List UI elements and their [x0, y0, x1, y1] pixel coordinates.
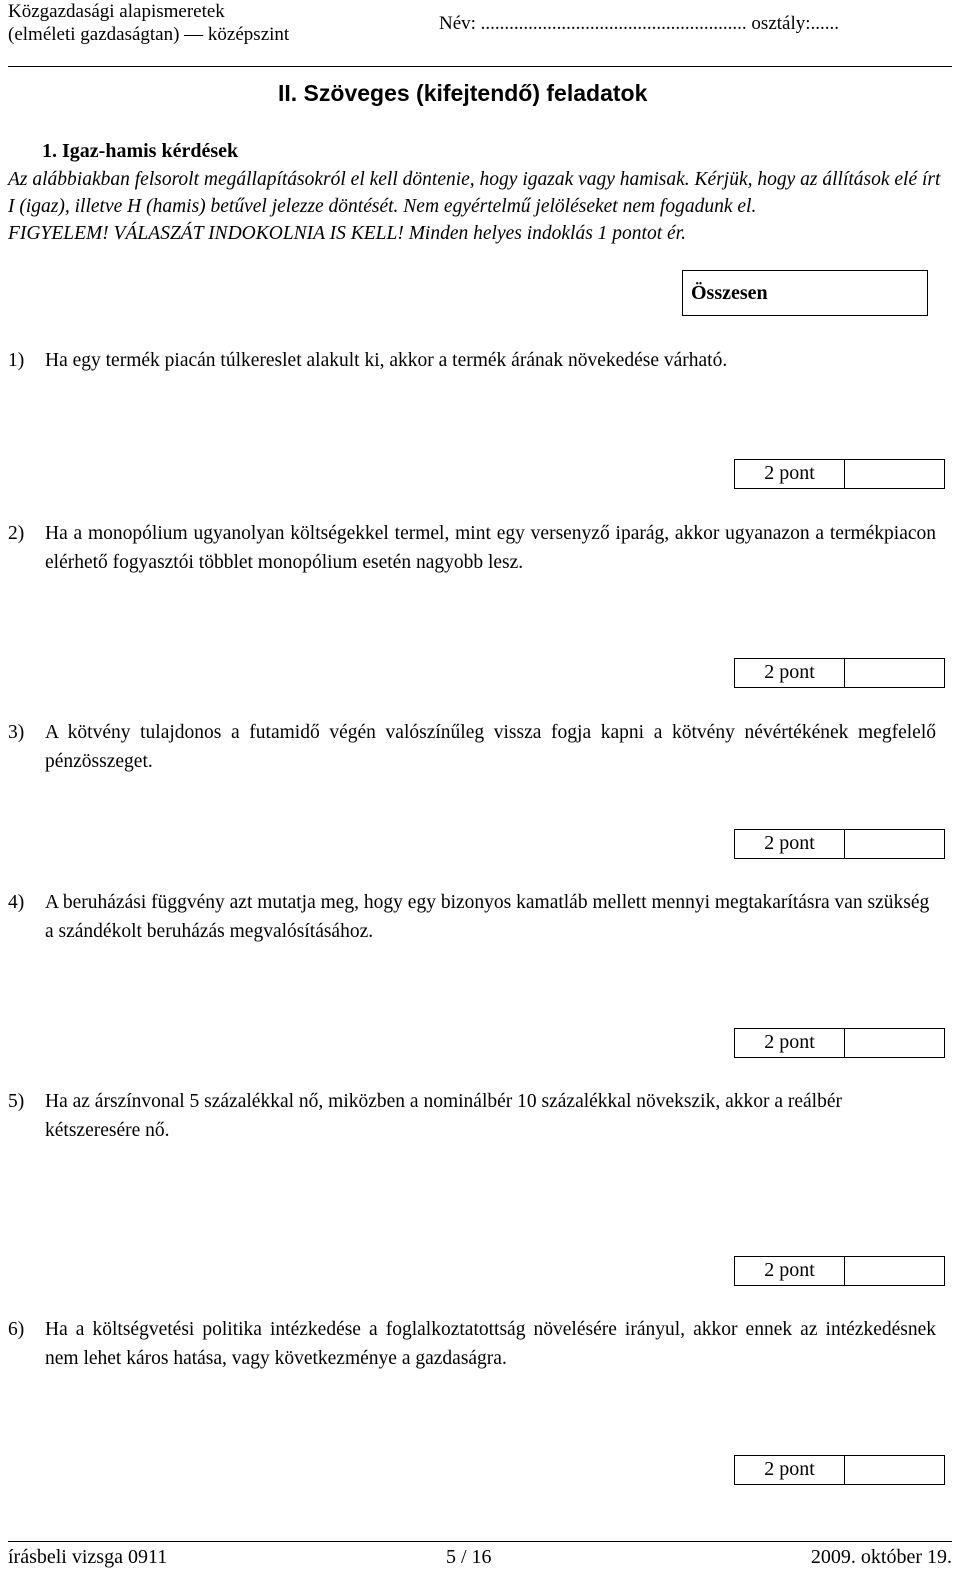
points-label: 2 pont [735, 659, 845, 687]
header-name-field: Név: ........................................................ osztály:...... [439, 13, 840, 34]
footer-page-number: 5 / 16 [446, 1546, 492, 1568]
total-label: Összesen [691, 282, 768, 304]
question-number: 6) [8, 1319, 25, 1340]
warning-text: FIGYELEM! VÁLASZÁT INDOKOLNIA IS KELL! Minden helyes indoklás 1 pontot ér. [8, 223, 686, 244]
question-5 [8, 1087, 936, 1145]
footer-date: 2009. október 19. [810, 1546, 952, 1568]
question-text: Ha egy termék piacán túlkereslet alakult ki, akkor a termék árának növekedése várható. [45, 350, 728, 371]
points-label: 2 pont [735, 830, 845, 858]
instruction-text: Az alábbiakban felsorolt megállapításokról el kell döntenie, hogy igazak vagy hamisak. Kérjük, hogy az állítások elé írt I (igaz), illetve H (hamis) betűvel jelezze döntését. Nem egyértelmű jelöléseket nem fogadunk el. [8, 169, 941, 217]
score-box-4[interactable] [734, 1028, 945, 1058]
points-label: 2 pont [735, 460, 845, 488]
question-text: Ha a költségvetési politika intézkedése a foglalkoztatottság növelésére irányul, akkor ennek az intézkedésnek nem lehet káros hatása, vagy következménye a gazdaságra. [45, 1319, 936, 1369]
question-number: 1) [8, 350, 25, 371]
header-subject-line2: (elméleti gazdaságtan) — középszint [8, 24, 290, 45]
score-box-1[interactable] [734, 459, 945, 489]
task-instructions [8, 166, 943, 247]
question-number: 5) [8, 1091, 25, 1112]
footer-rule [8, 1541, 952, 1542]
total-score-box[interactable] [682, 270, 928, 316]
score-box-2[interactable] [734, 658, 945, 688]
question-text: A kötvény tulajdonos a futamidő végén valószínűleg vissza fogja kapni a kötvény névértékének megfelelő pénzösszeget. [45, 722, 936, 772]
points-label: 2 pont [735, 1257, 845, 1285]
question-text: A beruházási függvény azt mutatja meg, hogy egy bizonyos kamatláb mellett mennyi megtakarításra van szükség a szándékolt beruházás megvalósításához. [45, 892, 930, 942]
score-box-6[interactable] [734, 1455, 945, 1485]
question-1 [8, 346, 936, 375]
score-box-5[interactable] [734, 1256, 945, 1286]
question-4 [8, 888, 936, 946]
question-2 [8, 519, 936, 577]
points-label: 2 pont [735, 1029, 845, 1057]
section-title: II. Szöveges (kifejtendő) feladatok [278, 80, 648, 106]
question-6 [8, 1315, 936, 1373]
header-subject-line1: Közgazdasági alapismeretek [8, 1, 225, 22]
task-title: 1. Igaz-hamis kérdések [42, 140, 239, 162]
question-3 [8, 718, 936, 776]
score-box-3[interactable] [734, 829, 945, 859]
question-number: 3) [8, 722, 25, 743]
points-label: 2 pont [735, 1456, 845, 1484]
question-number: 4) [8, 892, 25, 913]
question-number: 2) [8, 523, 25, 544]
question-text: Ha a monopólium ugyanolyan költségekkel termel, mint egy versenyző iparág, akkor ugyanazon a termékpiacon elérhető fogyasztói többlet monopólium esetén nagyobb lesz. [45, 523, 936, 573]
question-text: Ha az árszínvonal 5 százalékkal nő, miközben a nominálbér 10 százalékkal növekszik, akkor a reálbér kétszeresére nő. [45, 1091, 842, 1141]
footer-exam-code: írásbeli vizsga 0911 [8, 1546, 168, 1568]
header-rule [8, 66, 952, 67]
